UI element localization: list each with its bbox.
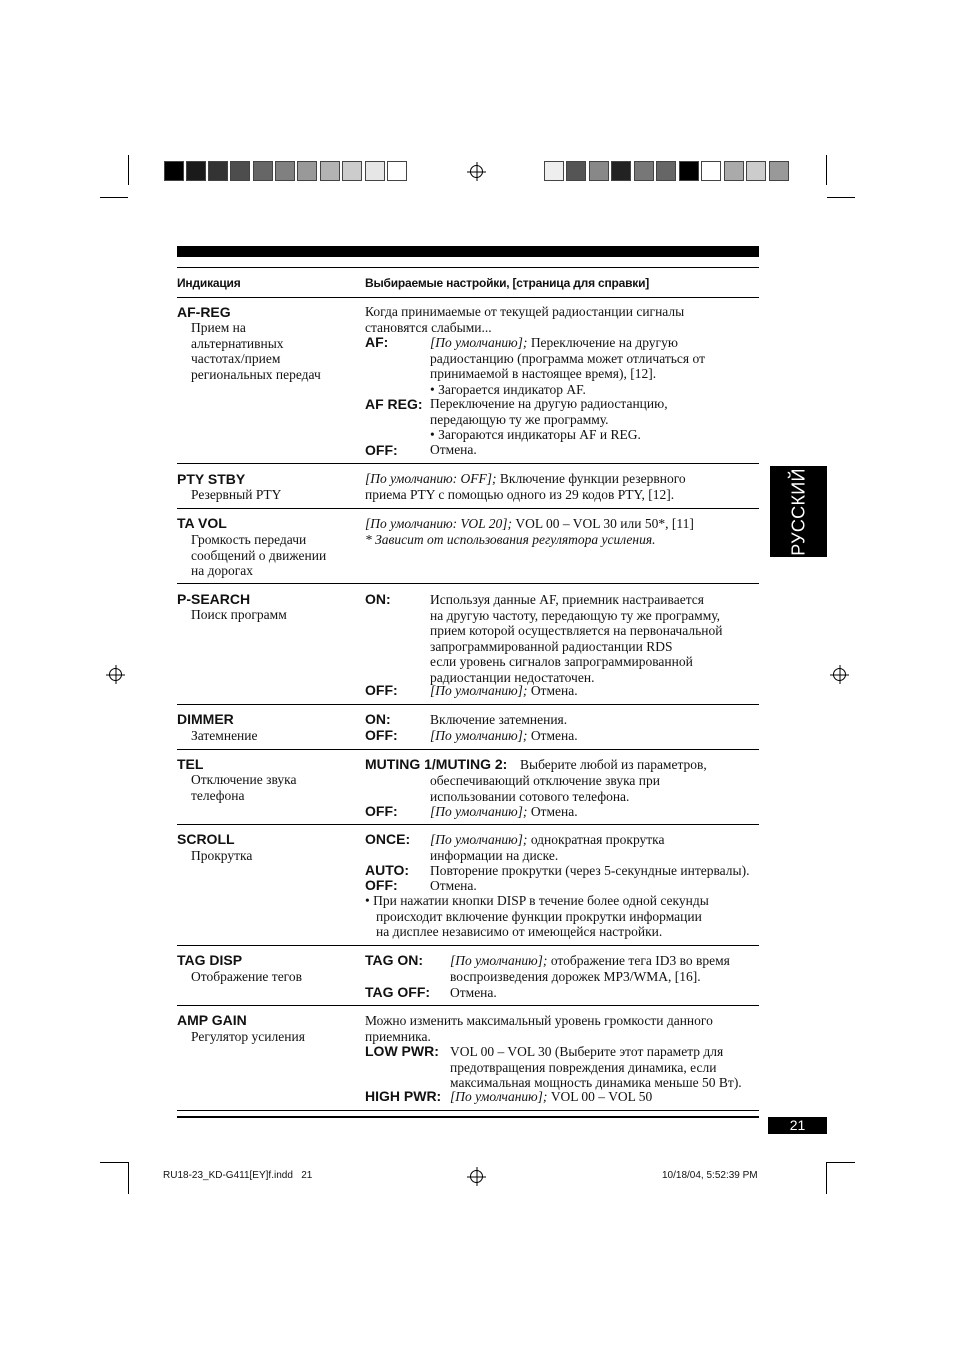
bottom-rule bbox=[177, 1116, 759, 1118]
registration-mark-icon bbox=[470, 165, 483, 178]
setting-name: AF-REG bbox=[177, 304, 231, 320]
registration-mark-icon bbox=[833, 668, 846, 681]
setting-name: TEL bbox=[177, 756, 204, 772]
option-key-low-pwr: LOW PWR: bbox=[365, 1043, 439, 1059]
option-key-high-pwr: HIGH PWR: bbox=[365, 1088, 442, 1104]
option-auto-text: Повторение прокрутки (через 5-секундные интервалы). bbox=[430, 863, 750, 878]
option-af-text: [По умолчанию]; Переключение на другую радиостанцию (программа может отличаться от принимаемой в настоящее время), [12]. • Загорается индикатор AF. bbox=[430, 335, 705, 397]
row-divider bbox=[177, 1110, 759, 1111]
setting-name: SCROLL bbox=[177, 831, 235, 847]
language-tab bbox=[770, 466, 827, 557]
header-col-indication: Индикация bbox=[177, 276, 241, 290]
setting-name: P-SEARCH bbox=[177, 591, 251, 607]
setting-text: [По умолчанию: OFF]; Включение функции резервного приема PTY с помощью одного из 29 кодов PTY, [12]. bbox=[365, 471, 686, 502]
row-divider bbox=[177, 583, 759, 584]
option-tag-off-text: Отмена. bbox=[450, 985, 497, 1000]
row-divider bbox=[177, 463, 759, 464]
option-once-text: [По умолчанию]; однократная прокрутка информации на диске. bbox=[430, 832, 665, 863]
setting-description: Прием на альтернативных частотах/прием региональных передач bbox=[191, 320, 321, 382]
setting-intro: Можно изменить максимальный уровень громкости данного приемника. bbox=[365, 1013, 713, 1044]
header-rule-top bbox=[177, 267, 759, 268]
setting-description: Затемнение bbox=[191, 728, 258, 743]
option-key-once: ONCE: bbox=[365, 831, 411, 847]
option-key-af: AF: bbox=[365, 334, 389, 350]
option-key-off: OFF: bbox=[365, 727, 398, 743]
page-number: 21 bbox=[789, 1117, 806, 1133]
row-divider bbox=[177, 824, 759, 825]
setting-name: DIMMER bbox=[177, 711, 234, 727]
language-tab-label: РУССКИЙ bbox=[788, 467, 808, 556]
option-key-tag-off: TAG OFF: bbox=[365, 984, 431, 1000]
setting-name: TA VOL bbox=[177, 515, 227, 531]
option-key-on: ON: bbox=[365, 591, 391, 607]
option-key-tag-on: TAG ON: bbox=[365, 952, 424, 968]
top-bar bbox=[177, 246, 759, 257]
row-divider bbox=[177, 945, 759, 946]
setting-description: Отображение тегов bbox=[191, 969, 303, 984]
option-on-text: Включение затемнения. bbox=[430, 712, 568, 727]
setting-name: PTY STBY bbox=[177, 471, 246, 487]
option-low-pwr-text: VOL 00 – VOL 30 (Выберите этот параметр для предотвращения повреждения динамика, если максимальная мощность динамика меньше 50 Вт). bbox=[450, 1044, 742, 1090]
setting-description: Громкость передачи сообщений о движении на дорогах bbox=[191, 532, 327, 578]
setting-description: Резервный PTY bbox=[191, 487, 282, 502]
setting-name: AMP GAIN bbox=[177, 1012, 247, 1028]
option-muting-text: обеспечивающий отключение звука при использовании сотового телефона. bbox=[430, 773, 661, 804]
option-tag-on-text: [По умолчанию]; отображение тега ID3 во время воспроизведения дорожек MP3/WMA, [16]. bbox=[450, 953, 730, 984]
row-divider bbox=[177, 704, 759, 705]
page-number-box bbox=[768, 1117, 827, 1134]
option-key-off: OFF: bbox=[365, 442, 398, 458]
option-key-off: OFF: bbox=[365, 803, 398, 819]
row-divider bbox=[177, 749, 759, 750]
setting-description: Отключение звука телефона bbox=[191, 772, 297, 803]
setting-description: Поиск программ bbox=[191, 607, 287, 622]
scroll-note: • При нажатии кнопки DISP в течение более одной секунды происходит включение функции прокрутки информации на дисплее независимо от имеющейся настройки. bbox=[365, 893, 709, 939]
setting-text: [По умолчанию: VOL 20]; VOL 00 – VOL 30 или 50*, [11] * Зависит от использования регулятора усиления. bbox=[365, 516, 694, 547]
registration-mark-icon bbox=[470, 1170, 483, 1183]
option-key-off: OFF: bbox=[365, 877, 398, 893]
setting-description: Прокрутка bbox=[191, 848, 253, 863]
footer-file-info: RU18-23_KD-G411[EY]f.indd 21 bbox=[163, 1170, 313, 1181]
setting-name: TAG DISP bbox=[177, 952, 243, 968]
option-key-off: OFF: bbox=[365, 682, 398, 698]
option-key-auto: AUTO: bbox=[365, 862, 410, 878]
option-off-text: [По умолчанию]; Отмена. bbox=[430, 683, 578, 698]
setting-description: Регулятор усиления bbox=[191, 1029, 305, 1044]
option-muting-text-line1: Выберите любой из параметров, bbox=[520, 757, 707, 772]
option-af-reg-text: Переключение на другую радиостанцию, передающую ту же программу. • Загораются индикаторы AF и REG. bbox=[430, 396, 668, 442]
option-high-pwr-text: [По умолчанию]; VOL 00 – VOL 50 bbox=[450, 1089, 653, 1104]
option-off-text: Отмена. bbox=[430, 442, 477, 457]
footer-timestamp: 10/18/04, 5:52:39 PM bbox=[662, 1170, 758, 1181]
option-off-text: [По умолчанию]; Отмена. bbox=[430, 728, 578, 743]
header-rule-bottom bbox=[177, 297, 759, 298]
option-off-text: Отмена. bbox=[430, 878, 477, 893]
row-divider bbox=[177, 1005, 759, 1006]
setting-intro: Когда принимаемые от текущей радиостанции сигналы становятся слабыми... bbox=[365, 304, 685, 335]
header-col-settings: Выбираемые настройки, [страница для справки] bbox=[365, 276, 650, 290]
option-key-on: ON: bbox=[365, 711, 391, 727]
option-key-muting: MUTING 1/MUTING 2: bbox=[365, 756, 508, 772]
row-divider bbox=[177, 508, 759, 509]
registration-mark-icon bbox=[109, 668, 122, 681]
option-key-af-reg: AF REG: bbox=[365, 396, 423, 412]
option-off-text: [По умолчанию]; Отмена. bbox=[430, 804, 578, 819]
option-on-text: Используя данные AF, приемник настраивается на другую частоту, передающую ту же программу, прием которой осуществляется на первоначальной запрограммированной радиостанции RDS если уровень сигналов запрограммированной радиостанции недостаточен. bbox=[430, 592, 723, 685]
